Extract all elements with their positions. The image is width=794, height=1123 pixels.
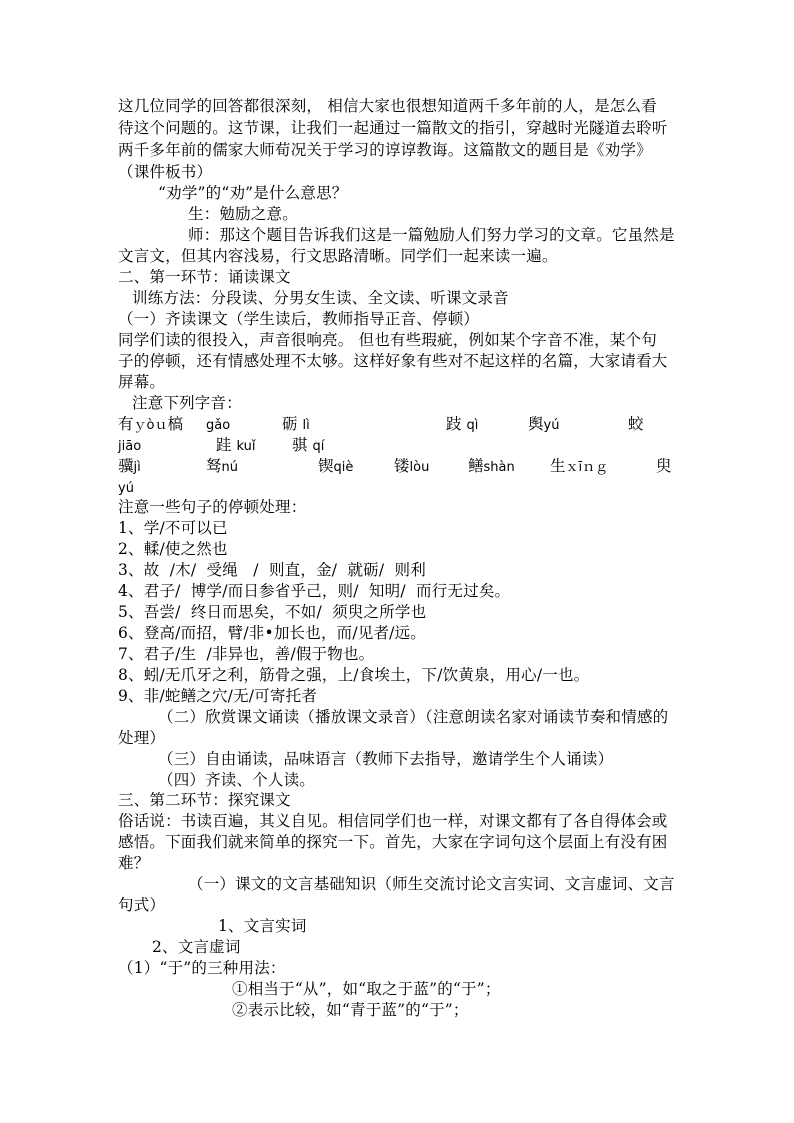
subsection-2-line-1: （二）欣赏课文诵读（播放课文录音）（注意朗读名家对诵读节奏和情感的 <box>158 708 669 726</box>
pron-item: 舆yú <box>528 415 560 433</box>
pron-item: 蛟 <box>628 415 644 433</box>
pause-heading: 注意一些句子的停顿处理： <box>118 498 307 516</box>
paragraph-reading-line-3: 屏幕。 <box>118 373 166 391</box>
pron-item: 砺 lì <box>282 415 310 433</box>
pron-item: 有ｙòｕ槁 <box>118 415 183 433</box>
yu-usage-heading: （1）“于”的三种用法： <box>118 959 286 977</box>
pause-item: 7、君子/生 /非异也，善/假于物也。 <box>118 645 375 663</box>
teacher-remark-line-2: 文言文，但其内容浅易，行文思路清晰。同学们一起来读一遍。 <box>118 247 558 265</box>
subsection-3: （三）自由诵读，品味语言（教师下去指导，邀请学生个人诵读） <box>158 750 614 768</box>
pronunciation-heading: 注意下列字音： <box>132 394 242 412</box>
subsection-5-line-2: 句式） <box>118 896 166 914</box>
item-function-words: 2、文言虚词 <box>152 938 241 956</box>
student-answer: 生：勉励之意。 <box>188 205 298 223</box>
subsection-4: （四）齐读、个人读。 <box>158 771 316 789</box>
pron-item: jiāo <box>118 439 142 454</box>
subsection-5-line-1: （一）课文的文言基础知识（师生交流讨论文言实词、文言虚词、文言 <box>188 875 675 893</box>
pron-item: 臾 <box>656 457 672 475</box>
training-method: 训练方法：分段读、分男女生读、全文读、听课文录音 <box>132 289 509 307</box>
pron-item: 锲qiè <box>318 457 354 475</box>
yu-usage-1: ①相当于“从”，如“取之于蓝”的“于”； <box>232 980 501 998</box>
paragraph-intro-line-2: 待这个问题的。这节课，让我们一起通过一篇散文的指引，穿越时光隧道去聆听 <box>118 119 668 137</box>
question-quan-meaning: “劝学”的“劝”是什么意思？ <box>158 184 348 202</box>
pron-item: 鳝shàn <box>468 457 515 475</box>
pause-item: 3、故 /木/ 受绳 / 则直，金/ 就砺/ 则利 <box>118 561 426 579</box>
pron-item: 跬 kuǐ <box>216 436 256 454</box>
subsection-2-line-2: 处理） <box>118 729 166 747</box>
pause-item: 8、蚓/无爪牙之利，筋骨之强，上/食埃土，下/饮黄泉，用心/一也。 <box>118 666 590 684</box>
pause-item: 5、吾尝/ 终日而思矣，不如/ 须臾之所学也 <box>118 603 427 621</box>
pron-item: yú <box>118 481 134 496</box>
pron-item: 跂 qì <box>446 415 479 433</box>
pron-item: gǎo <box>206 418 231 433</box>
pause-item: 4、君子/ 博学/而日参省乎己，则/ 知明/ 而行无过矣。 <box>118 582 511 600</box>
pron-item: 镂lòu <box>394 457 430 475</box>
paragraph-explore-line-3: 难？ <box>118 854 150 872</box>
paragraph-reading-line-2: 子的停顿，还有情感处理不太够。这样好象有些对不起这样的名篇，大家请看大 <box>118 352 668 370</box>
subsection-1-heading: （一）齐读课文（学生读后，教师指导正音、停顿） <box>118 310 480 328</box>
pause-item: 6、登高/而招，臂/非•加长也，而/见者/远。 <box>118 624 426 642</box>
pron-item: 生ｘīｎｇ <box>550 457 609 475</box>
paragraph-explore-line-2: 感悟。下面我们就来简单的探究一下。首先，大家在字词句这个层面上有没有困 <box>118 833 668 851</box>
paragraph-explore-line-1: 俗话说：书读百遍，其义自见。相信同学们也一样，对课文都有了各自得体会或 <box>118 812 668 830</box>
pause-item: 9、非/蛇鳝之穴/无/可寄托者 <box>118 687 318 705</box>
paragraph-intro-line-4: （课件板书） <box>118 163 213 181</box>
paragraph-intro-line-3: 两千多年前的儒家大师荀况关于学习的谆谆教诲。这篇散文的题目是《劝学》 <box>118 141 652 159</box>
paragraph-intro-line-1: 这几位同学的回答都很深刻， 相信大家也很想知道两千多年前的人，是怎么看 <box>118 97 657 115</box>
paragraph-reading-line-1: 同学们读的很投入，声音很响亮。 但也有些瑕疵，例如某个字音不准，某个句 <box>118 331 657 349</box>
teacher-remark-line-1: 师：那这个题目告诉我们这是一篇勉励人们努力学习的文章。它虽然是 <box>188 226 675 244</box>
pron-item: 骥jì <box>118 457 141 475</box>
section-2-heading: 二、第一环节：诵读课文 <box>118 268 291 286</box>
pron-item: 驽nú <box>206 457 238 475</box>
item-content-words: 1、文言实词 <box>218 917 307 935</box>
pause-item: 1、学/不可以已 <box>118 519 228 537</box>
pron-item: 骐 qí <box>292 436 325 454</box>
pause-item: 2、輮/使之然也 <box>118 540 228 558</box>
section-3-heading: 三、第二环节：探究课文 <box>118 791 291 809</box>
yu-usage-2: ②表示比较，如“青于蓝”的“于”； <box>232 1001 469 1019</box>
